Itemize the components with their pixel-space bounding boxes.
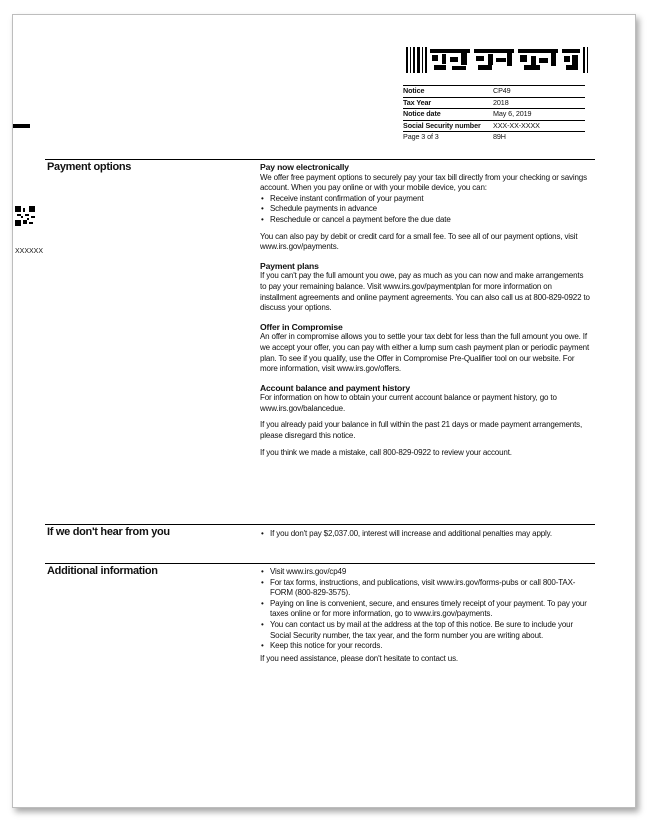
- list-item: • Reschedule or cancel a payment before the due date: [260, 215, 590, 226]
- notice-row: Page 3 of 3 89H: [403, 132, 506, 141]
- qr-code-image: [15, 206, 35, 226]
- pay-now-list: [260, 194, 590, 226]
- list-item: • If you don't pay $2,037.00, interest will increase and additional penalties may apply.: [260, 529, 590, 540]
- pay-now-heading: Pay now electronically: [260, 162, 349, 172]
- account-balance-heading: Account balance and payment history: [260, 382, 410, 393]
- list-item: • You can contact us by mail at the address at the top of this notice. Be sure to include your Social Security number, the tax year, and the form number you are writing about.: [260, 620, 590, 641]
- account-balance-text: For information on how to obtain your current account balance or payment history, go to www.irs.gov/balancedue.: [260, 393, 557, 413]
- notice-row: Social Security number XXX-XX-XXXX: [403, 121, 585, 133]
- pay-now-text: We offer free payment options to securely pay your tax bill directly from your checking or savings account. When you pay online or with your mobile device, you can:: [260, 172, 587, 193]
- mistake-text: If you think we made a mistake, call 800-829-0922 to review your account.: [260, 447, 512, 457]
- notice-row: Notice date May 6, 2019: [403, 109, 585, 121]
- section-title: If we don't hear from you: [47, 526, 170, 538]
- side-code: XXXXXX: [15, 248, 44, 255]
- section-title: Payment options: [47, 161, 132, 173]
- dont-hear-section: [45, 524, 595, 538]
- notice-page: [12, 14, 636, 808]
- additional-info-section: [45, 563, 595, 663]
- list-item: • Schedule payments in advance: [260, 204, 590, 215]
- already-paid-text: If you already paid your balance in full within the past 21 days or made payment arrangements, please disregard this notice.: [260, 420, 583, 441]
- notice-info-table: [403, 85, 585, 143]
- list-item: • Receive instant confirmation of your payment: [260, 194, 590, 205]
- payment-plans-text: If you can't pay the full amount you owe, pay as much as you can now and make arrangements to pay your remaining balance. Visit www.irs.gov/paymentplan for more information on installment agreements and online payment agreements. You can also call us at 800-829-0922 to discuss your options.: [260, 271, 590, 313]
- closing-text: If you need assistance, please don't hesitate to contact us.: [260, 653, 458, 663]
- card-payment-text: You can also pay by debit or credit card for a small fee. To see all of our payment options, visit www.irs.gov/payments.: [260, 231, 578, 252]
- notice-row: Tax Year 2018: [403, 98, 585, 110]
- notice-row: Notice CP49: [403, 86, 585, 98]
- list-item: • Visit www.irs.gov/cp49: [260, 567, 590, 578]
- section-title: Additional information: [47, 565, 158, 577]
- list-item: • For tax forms, instructions, and publications, visit www.irs.gov/forms-pubs or call 800-TAX-FORM (800-829-3575).: [260, 578, 590, 599]
- list-item: • Paying on line is convenient, secure, and ensures timely receipt of your payment. To pay your taxes online or for more information, go to www.irs.gov/payments.: [260, 599, 590, 620]
- list-item: • Keep this notice for your records.: [260, 641, 590, 652]
- payment-plans-heading: Payment plans: [260, 260, 319, 271]
- offer-text: An offer in compromise allows you to settle your tax debt for less than the full amount you owe. If we accept your offer, you can pay with either a lump sum cash payment plan or periodic payment plan. To see if you qualify, use the Offer in Compromise Pre-Qualifier tool on our website. For more information, visit www.irs.gov/offers.: [260, 332, 590, 374]
- barcode-image: [406, 47, 588, 73]
- offer-heading: Offer in Compromise: [260, 321, 343, 332]
- payment-options-section: [45, 159, 595, 457]
- registration-mark: [13, 124, 30, 128]
